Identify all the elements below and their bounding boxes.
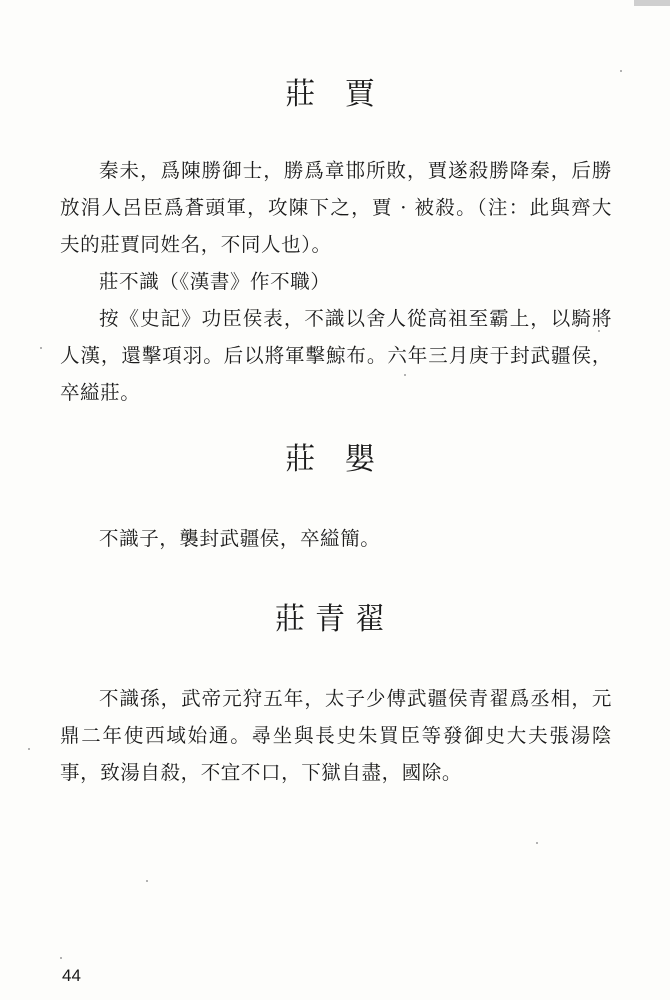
section-heading-zhuang-qingdi: 莊青翟 — [275, 602, 395, 637]
subheading-zhuang-bushi: 莊不識（《漢書》作不職） — [99, 270, 331, 293]
scan-speck — [60, 957, 62, 959]
scan-speck — [536, 842, 538, 844]
scan-speck — [146, 880, 148, 882]
paragraph-zhuang-qingdi-bio: 不識孫，武帝元狩五年，太子少傅武疆侯青翟爲丞相，元鼎二年使西域始通。尋坐與長史朱買臣等發御史大夫張湯陰事，致湯自殺，不宜不口，下獄自盡，國除。 — [60, 687, 612, 784]
scan-speck — [620, 70, 622, 72]
paragraph-zhuang-ying-bio: 不識子，襲封武疆侯，卒縊簡。 — [99, 527, 381, 550]
scan-edge-mark — [634, 0, 670, 6]
page-number: 44 — [62, 966, 81, 985]
paragraph-zhuang-jia-bio: 秦未，爲陳勝御士，勝爲章邯所敗，賈遂殺勝降秦，后勝放涓人呂臣爲蒼頭軍，攻陳下之，賈 · 被殺。（注：此與齊大夫的莊賈同姓名，不同人也）。 — [60, 159, 612, 256]
section-heading-zhuang-ying: 莊 嬰 — [285, 442, 385, 477]
scan-speck — [28, 748, 30, 750]
paragraph-zhuang-bushi-bio: 按《史記》功臣侯表，不識以舍人從高祖至霸上，以騎將人漢，還擊項羽。后以將軍擊鯨布。六年三月庚于封武疆侯，卒縊莊。 — [60, 307, 612, 404]
scan-speck — [40, 347, 42, 349]
section-heading-zhuang-jia: 莊 賈 — [285, 77, 385, 112]
scan-speck — [598, 330, 600, 332]
scan-speck — [404, 374, 406, 376]
